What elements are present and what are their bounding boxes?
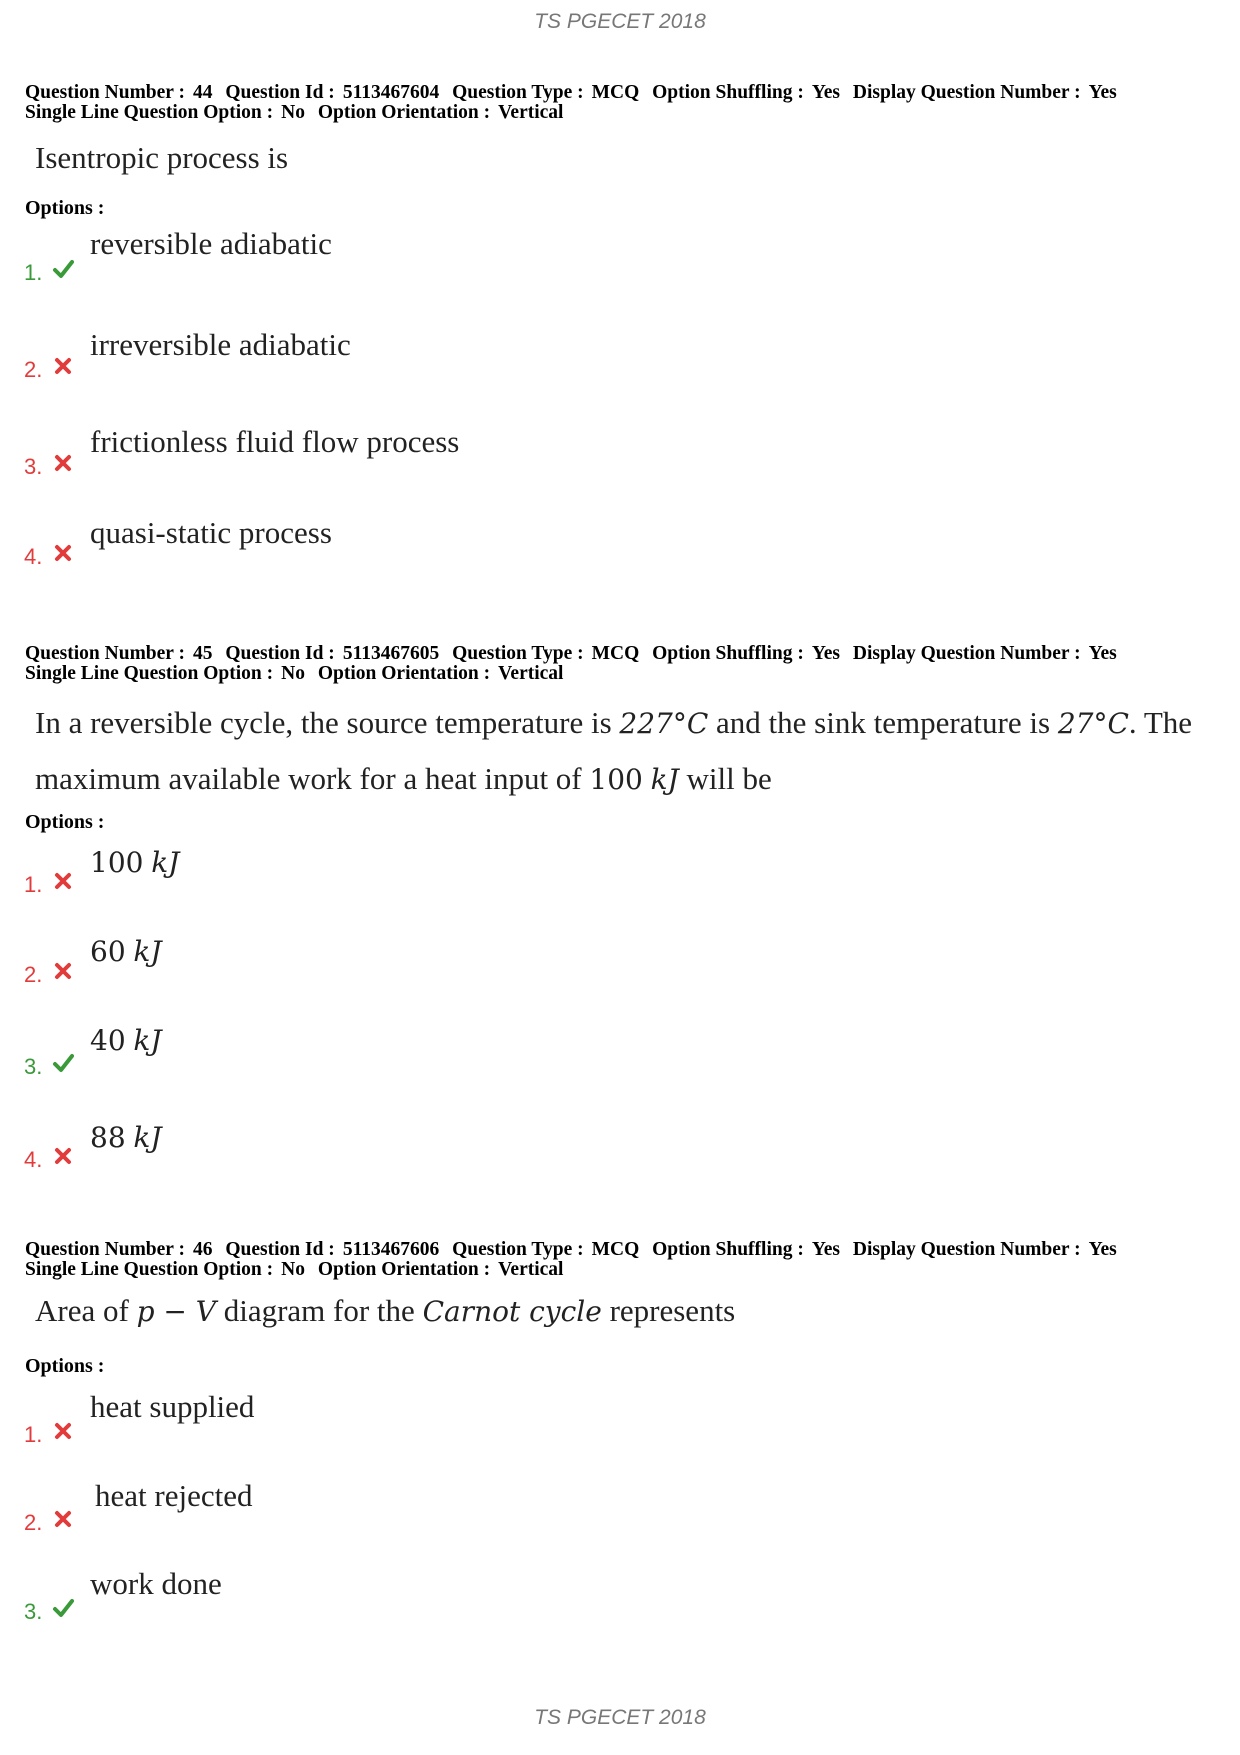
meta-label: Question Type : xyxy=(452,1239,584,1260)
options-label: Options : xyxy=(25,1355,105,1377)
meta-label: Option Orientation : xyxy=(317,1259,491,1280)
option-number: 3. xyxy=(24,1599,43,1624)
option-text: heat supplied xyxy=(90,1389,255,1424)
meta-label: Single Line Question Option : xyxy=(25,1259,274,1280)
stem-text: In a reversible cycle, the source temperature is xyxy=(35,705,620,740)
option-text: irreversible adiabatic xyxy=(90,327,351,362)
option-unit: kJ xyxy=(133,935,162,968)
meta-label: Option Shuffling : xyxy=(652,643,804,664)
option-unit: kJ xyxy=(133,1121,162,1154)
option-text xyxy=(90,933,162,969)
option-number: 1. xyxy=(24,260,43,285)
meta-label: Question Id : xyxy=(225,1239,335,1260)
question-type: MCQ xyxy=(591,1239,640,1260)
question-id: 5113467604 xyxy=(342,82,440,103)
check-icon xyxy=(52,1597,74,1619)
option-orientation: Vertical xyxy=(498,102,564,123)
option-text: heat rejected xyxy=(95,1478,253,1513)
option-item[interactable] xyxy=(0,511,800,571)
question-meta xyxy=(25,83,1117,123)
option-item[interactable] xyxy=(0,1562,800,1622)
option-text xyxy=(90,844,179,880)
stem-math: kJ xyxy=(650,763,679,796)
meta-label: Question Number : xyxy=(25,1239,185,1260)
cross-icon xyxy=(52,1420,74,1442)
question-number: 44 xyxy=(192,82,213,103)
question-stem xyxy=(35,1293,735,1329)
option-orientation: Vertical xyxy=(498,663,564,684)
stem-math: 100 xyxy=(589,763,643,796)
stem-text: and the sink temperature is xyxy=(708,705,1058,740)
question-number: 46 xyxy=(192,1239,213,1260)
single-line-option: No xyxy=(281,102,305,123)
option-value: 100 xyxy=(90,846,144,879)
option-text xyxy=(90,1022,162,1058)
cross-icon xyxy=(52,355,74,377)
question-meta xyxy=(25,644,1117,684)
meta-label: Single Line Question Option : xyxy=(25,102,274,123)
meta-label: Option Orientation : xyxy=(317,663,491,684)
stem-math: 27°C xyxy=(1057,707,1129,740)
option-item[interactable] xyxy=(0,838,800,898)
option-text xyxy=(90,1119,162,1155)
stem-text: represents xyxy=(601,1293,736,1328)
meta-label: Display Question Number : xyxy=(852,1239,1081,1260)
meta-label: Question Number : xyxy=(25,82,185,103)
meta-label: Question Type : xyxy=(452,82,584,103)
option-number: 2. xyxy=(24,357,43,382)
option-text: frictionless fluid flow process xyxy=(90,424,460,459)
meta-label: Single Line Question Option : xyxy=(25,663,274,684)
display-question-number: Yes xyxy=(1088,82,1117,103)
stem-text: . The xyxy=(1128,705,1193,740)
option-value: 88 xyxy=(90,1121,126,1154)
option-text: work done xyxy=(90,1566,222,1601)
cross-icon xyxy=(52,1508,74,1530)
options-label: Options : xyxy=(25,197,105,219)
option-number: 3. xyxy=(24,1054,43,1079)
meta-label: Display Question Number : xyxy=(852,82,1081,103)
option-text: reversible adiabatic xyxy=(90,226,332,261)
option-value: 40 xyxy=(90,1024,126,1057)
single-line-option: No xyxy=(281,1259,305,1280)
page-header: TS PGECET 2018 xyxy=(534,10,706,33)
meta-label: Question Type : xyxy=(452,643,584,664)
stem-text: Area of xyxy=(35,1293,137,1328)
meta-label: Option Shuffling : xyxy=(652,1239,804,1260)
question-stem: Isentropic process is xyxy=(35,140,289,175)
option-item[interactable] xyxy=(0,1016,800,1079)
option-number: 2. xyxy=(24,1510,43,1535)
meta-label: Question Id : xyxy=(225,82,335,103)
display-question-number: Yes xyxy=(1088,643,1117,664)
option-shuffling: Yes xyxy=(811,82,841,103)
stem-math: Carnot cycle xyxy=(422,1295,602,1328)
option-shuffling: Yes xyxy=(811,1239,841,1260)
meta-label: Display Question Number : xyxy=(852,643,1081,664)
question-id: 5113467606 xyxy=(342,1239,440,1260)
check-icon xyxy=(52,1052,74,1074)
display-question-number: Yes xyxy=(1088,1239,1117,1260)
option-orientation: Vertical xyxy=(498,1259,564,1280)
stem-math: p − V xyxy=(136,1295,216,1328)
option-number: 1. xyxy=(24,1422,43,1447)
question-id: 5113467605 xyxy=(342,643,440,664)
question-type: MCQ xyxy=(591,82,640,103)
option-number: 3. xyxy=(24,454,43,479)
option-item[interactable] xyxy=(0,323,800,383)
option-item[interactable] xyxy=(0,1474,800,1534)
option-number: 1. xyxy=(24,872,43,897)
cross-icon xyxy=(52,1145,74,1167)
options-label: Options : xyxy=(25,811,105,833)
option-number: 2. xyxy=(24,962,43,987)
page-footer: TS PGECET 2018 xyxy=(534,1706,706,1729)
meta-label: Question Id : xyxy=(225,643,335,664)
option-item[interactable] xyxy=(0,420,800,480)
single-line-option: No xyxy=(281,663,305,684)
stem-text: maximum available work for a heat input of xyxy=(35,761,590,796)
option-item[interactable] xyxy=(0,1113,800,1173)
stem-text: will be xyxy=(678,761,772,796)
check-icon xyxy=(52,258,74,280)
cross-icon xyxy=(52,542,74,564)
meta-label: Option Shuffling : xyxy=(652,82,804,103)
cross-icon xyxy=(52,960,74,982)
cross-icon xyxy=(52,452,74,474)
question-meta xyxy=(25,1240,1117,1280)
option-item[interactable] xyxy=(0,1385,800,1445)
option-value: 60 xyxy=(90,935,126,968)
option-text: quasi-static process xyxy=(90,515,332,550)
stem-math: 227°C xyxy=(619,707,709,740)
option-item[interactable] xyxy=(0,222,800,285)
option-shuffling: Yes xyxy=(811,643,841,664)
option-unit: kJ xyxy=(151,846,180,879)
meta-label: Question Number : xyxy=(25,643,185,664)
option-number: 4. xyxy=(24,544,43,569)
option-number: 4. xyxy=(24,1147,43,1172)
meta-label: Option Orientation : xyxy=(317,102,491,123)
option-unit: kJ xyxy=(133,1024,162,1057)
option-item[interactable] xyxy=(0,927,800,987)
question-stem xyxy=(35,695,1192,807)
stem-text: diagram for the xyxy=(215,1293,423,1328)
question-type: MCQ xyxy=(591,643,640,664)
question-number: 45 xyxy=(192,643,213,664)
cross-icon xyxy=(52,870,74,892)
